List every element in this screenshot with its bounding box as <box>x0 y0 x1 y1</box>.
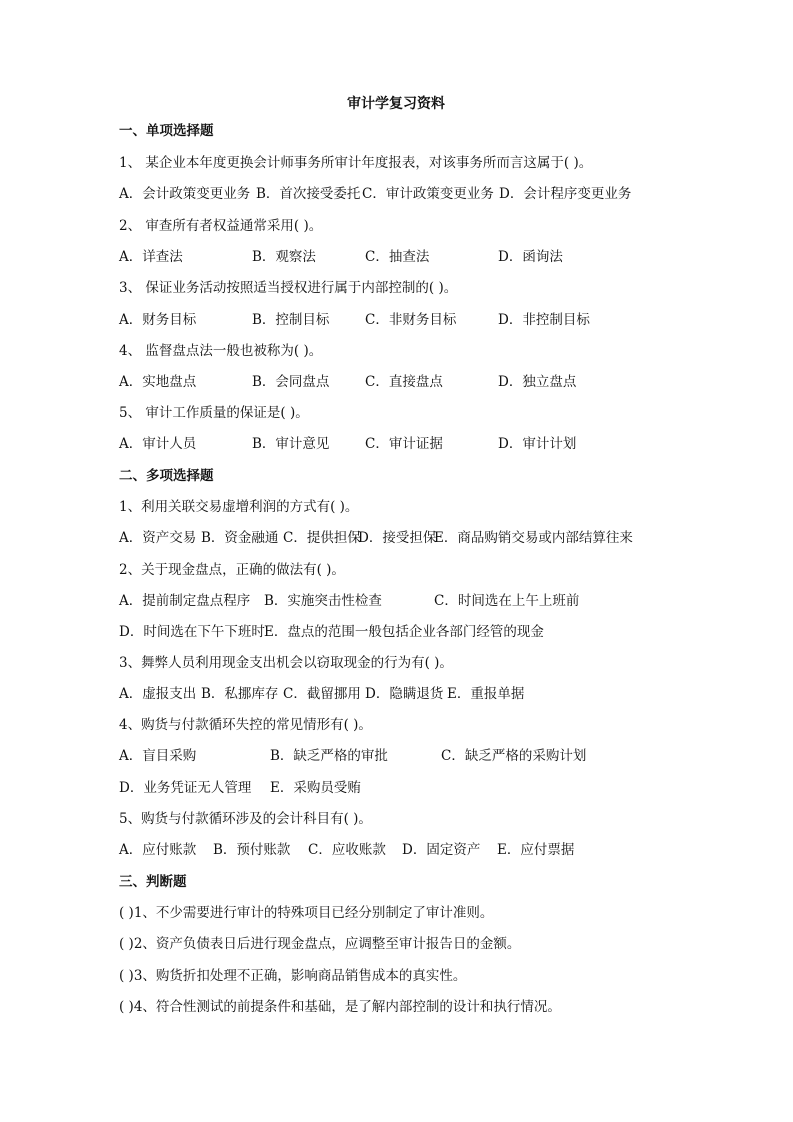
answer-option: B．控制目标 <box>252 312 330 328</box>
answer-option: E．应付票据 <box>497 842 575 858</box>
answer-option: A．财务目标 <box>119 312 197 328</box>
answer-option: B．首次接受委托 <box>256 186 361 202</box>
answer-option: C．缺乏严格的采购计划 <box>441 748 587 764</box>
answer-option: B．资金融通 <box>201 530 279 546</box>
answer-option: A．盲目采购 <box>119 748 197 764</box>
answer-option: A．应付账款 <box>119 842 197 858</box>
answer-option: B．私挪库存 <box>201 686 279 702</box>
answer-option: B．审计意见 <box>252 436 330 452</box>
true-false-statement: ( )2、资产负债表日后进行现金盘点，应调整至审计报告日的金额。 <box>119 936 521 952</box>
question-stem: 3、 保证业务活动按照适当授权进行属于内部控制的( )。 <box>119 280 458 296</box>
answer-option: D．隐瞒退货 <box>365 686 444 702</box>
answer-option: C．审计政策变更业务 <box>362 186 494 202</box>
answer-option: D．接受担保 <box>358 530 437 546</box>
answer-option: B．观察法 <box>252 249 316 265</box>
answer-option: B．实施突击性检查 <box>264 593 382 609</box>
document-title: 审计学复习资料 <box>347 96 445 112</box>
true-false-statement: ( )1、不少需要进行审计的特殊项目已经分别制定了审计准则。 <box>119 905 494 921</box>
answer-option: B．预付账款 <box>213 842 291 858</box>
answer-option: C．抽查法 <box>365 249 430 265</box>
question-stem: 4、购货与付款循环失控的常见情形有( )。 <box>119 717 372 733</box>
answer-option: C．提供担保 <box>283 530 361 546</box>
answer-option: E．盘点的范围一般包括企业各部门经管的现金 <box>264 624 544 640</box>
answer-option: B．缺乏严格的审批 <box>270 748 388 764</box>
answer-option: D．函询法 <box>498 249 563 265</box>
answer-option: D．非控制目标 <box>498 312 590 328</box>
answer-option: E．采购员受贿 <box>270 780 361 796</box>
question-stem: 1、 某企业本年度更换会计师事务所审计年度报表，对该事务所而言这属于( )。 <box>119 155 593 171</box>
answer-option: A．资产交易 <box>119 530 197 546</box>
answer-option: D．审计计划 <box>498 436 577 452</box>
section-heading: 二、多项选择题 <box>119 468 214 484</box>
section-heading: 三、判断题 <box>119 874 187 890</box>
question-stem: 4、 监督盘点法一般也被称为( )。 <box>119 343 323 359</box>
answer-option: D．时间选在下午下班时 <box>119 624 265 640</box>
answer-option: D．固定资产 <box>402 842 481 858</box>
question-stem: 5、购货与付款循环涉及的会计科目有( )。 <box>119 811 372 827</box>
answer-option: A．实地盘点 <box>119 374 197 390</box>
answer-option: C．直接盘点 <box>365 374 443 390</box>
answer-option: A．详查法 <box>119 249 183 265</box>
answer-option: E．重报单据 <box>447 686 525 702</box>
answer-option: A．审计人员 <box>119 436 197 452</box>
answer-option: A．虚报支出 <box>119 686 197 702</box>
answer-option: C．截留挪用 <box>283 686 361 702</box>
question-stem: 2、关于现金盘点，正确的做法有( )。 <box>119 562 345 578</box>
answer-option: C．应收账款 <box>308 842 386 858</box>
true-false-statement: ( )4、符合性测试的前提条件和基础，是了解内部控制的设计和执行情况。 <box>119 999 561 1015</box>
true-false-statement: ( )3、购货折扣处理不正确，影响商品销售成本的真实性。 <box>119 968 467 984</box>
answer-option: D．会计程序变更业务 <box>499 186 632 202</box>
answer-option: B．会同盘点 <box>252 374 330 390</box>
answer-option: C．非财务目标 <box>365 312 457 328</box>
question-stem: 1、利用关联交易虚增利润的方式有( )。 <box>119 499 359 515</box>
answer-option: A．提前制定盘点程序 <box>119 593 251 609</box>
answer-option: C．审计证据 <box>365 436 443 452</box>
question-stem: 3、舞弊人员利用现金支出机会以窃取现金的行为有( )。 <box>119 655 453 671</box>
section-heading: 一、单项选择题 <box>119 123 214 139</box>
answer-option: E．商品购销交易或内部结算往来 <box>434 530 633 546</box>
answer-option: A．会计政策变更业务 <box>119 186 251 202</box>
answer-option: D．业务凭证无人管理 <box>119 780 252 796</box>
question-stem: 2、 审查所有者权益通常采用( )。 <box>119 218 323 234</box>
answer-option: D．独立盘点 <box>498 374 577 390</box>
question-stem: 5、 审计工作质量的保证是( )。 <box>119 405 309 421</box>
answer-option: C．时间选在上午上班前 <box>434 593 580 609</box>
